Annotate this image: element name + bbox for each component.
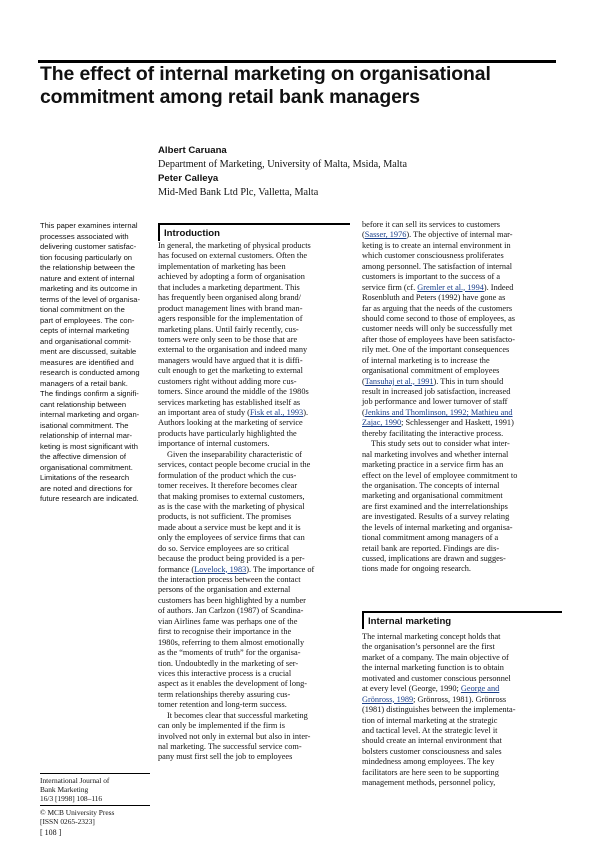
text-line: vices this interactive process is a crucial [158, 668, 292, 678]
text-line: nal marketing involves and whether internal [362, 449, 509, 459]
page-number: [ 108 ] [40, 828, 62, 837]
abstract-line: managers of a retail bank. [40, 378, 128, 388]
text-line: Grönross, 1989; Grönross, 1981). Grönross [362, 694, 507, 704]
text-line: Rosenbluth and Peters (1992) have gone as [362, 293, 506, 303]
text-line: vian Airlines fame was perhaps one of the [158, 616, 298, 626]
text-line: that includes a marketing department. This [158, 282, 300, 292]
abstract-line: terms of the level of organisa- [40, 294, 141, 304]
text-line: the interaction process between the contact [158, 575, 301, 584]
abstract [40, 221, 150, 505]
text-line: tions made for ongoing research. [362, 564, 471, 574]
citation-link[interactable]: Grönross, 1989 [362, 694, 414, 704]
text-line: cult enough to get the marketing to external [158, 366, 303, 376]
abstract-line: tion focusing particularly on [40, 252, 133, 262]
text-line: tion. Undoubtedly in the marketing of ser- [158, 658, 299, 668]
text-line: aspect as it enables the development of long- [158, 679, 308, 689]
abstract-line: processes associated with [40, 231, 129, 241]
abstract-line: This paper examines internal [40, 221, 138, 230]
text-line: marketing practice in a service firm has an [362, 460, 504, 470]
abstract-line: internal marketing and organ- [40, 410, 140, 419]
abstract-line: part of employees. The con- [40, 315, 135, 325]
text-line: market of a company. The main objective of [362, 652, 509, 662]
text-line: (1981) distinguishes between the implementa- [362, 705, 516, 715]
text-line: and tactical level. At the strategic level it [362, 725, 498, 735]
section-heading: Introduction [158, 223, 350, 241]
text-line: are first examined and the interrelationships [362, 501, 508, 511]
text-line: product management lines with brand man- [158, 303, 303, 313]
abstract-line: are noted and directions for [40, 483, 133, 493]
text-line: managers would have argued that it is diffi- [158, 355, 303, 365]
text-line: should create an internal environment that [362, 736, 502, 746]
text-line: formulation of the product which the cus- [158, 470, 297, 480]
abstract-line: keting is most significant with [40, 441, 138, 451]
text-line: rily met. One of the important consequences [362, 345, 510, 355]
journal-info [40, 773, 150, 826]
article-title: The effect of internal marketing on organisational commitment among retail bank managers [40, 63, 491, 108]
text-line: facilitators are here seen to be supporting [362, 767, 499, 777]
citation-link[interactable]: Jenkins and Thomlinson, 1992; Mathieu and [364, 407, 513, 417]
text-line: keting is to create an internal environment in [362, 240, 511, 250]
citation-link[interactable]: Gremler et al., 1994 [417, 282, 484, 292]
text-line: agers responsible for the implementation of [158, 314, 303, 324]
text-line: only the employees of service firms that can [158, 533, 305, 543]
text-line: tomer receives. It therefore becomes clear [158, 481, 298, 491]
text-line: (Tansuhaj et al., 1991). This in turn should [362, 376, 504, 386]
text-line: tomers were only seen to be those that are [158, 334, 298, 344]
text-line: tional commitment among managers of a [362, 533, 499, 543]
text-line: term relationships thereby assuring cus- [158, 689, 291, 699]
abstract-line: nature and extent of internal [40, 273, 135, 283]
citation-link[interactable]: George and [460, 684, 500, 694]
text-line: can only be implemented if the firm is [158, 721, 285, 731]
issn: [ISSN 0265-2323] [40, 817, 95, 826]
text-line: nal marketing. The successful service com- [158, 742, 302, 751]
journal-name: International Journal of [40, 776, 110, 785]
text-line: of internal marketing is to increase the [362, 355, 490, 365]
text-line: among personnel. The satisfaction of internal [362, 261, 513, 271]
text-line: customer needs will only be successfully met [362, 324, 513, 334]
text-line: customers has been highlighted by a number [158, 595, 306, 605]
abstract-line: organisational commitment. [40, 462, 133, 472]
text-line: job performance and lower turnover of staff [362, 397, 508, 407]
text-line: retail bank are reported. Findings are dis- [362, 543, 500, 553]
abstract-line: relationship of internal mar- [40, 431, 133, 440]
text-line: result in increased job satisfaction, increased [362, 387, 511, 396]
text-line: management methods, personnel policy, [362, 778, 496, 788]
author-block [158, 144, 558, 200]
text-line: has focused on external customers. Often the [158, 251, 308, 261]
text-line: bolsters customer consciousness and sales [362, 746, 502, 756]
abstract-line: ment are discussed, suitable [40, 347, 137, 356]
text-line: (Jenkins and Thomlinson, 1992; Mathieu and [362, 407, 513, 417]
text-line: that making promises to external customers, [158, 491, 305, 501]
abstract-line: tional commitment on the [40, 305, 125, 314]
citation-link[interactable]: Sasser, 1976 [364, 230, 407, 240]
text-line: Authors looking at the marketing of service [158, 418, 303, 428]
journal-volume: 16/3 [1998] 108–116 [40, 794, 103, 803]
author-affiliation: Mid-Med Bank Ltd Plc, Valletta, Malta [158, 187, 319, 198]
abstract-line: Limitations of the research [40, 473, 130, 482]
text-line: It becomes clear that successful marketing [167, 710, 308, 720]
text-line: This study sets out to consider what inter- [371, 439, 510, 449]
abstract-line: marketing and its outcome in [40, 284, 138, 293]
text-line: as is the case with the marketing of physical [158, 501, 305, 511]
abstract-line: and organisational commit- [40, 336, 132, 346]
text-line: are investigated. Results of a survey relating [362, 512, 510, 522]
text-line: (Sasser, 1976). The objective of internal mar- [362, 230, 513, 240]
text-line: tomer retention and long-term success. [158, 700, 287, 710]
text-line: before it can sell its services to customers [362, 220, 501, 229]
text-line: thereby facilitating the interactive process. [362, 428, 504, 438]
text-line: has frequently been organised along brand/ [158, 293, 301, 303]
text-line: of authors. Jan Carlzon (1987) of Scandina- [158, 606, 304, 616]
text-line: do so. Service employees are so critical [158, 543, 290, 553]
author-name: Albert Caruana [158, 145, 227, 156]
text-line: pany must first sell the job to employees [158, 752, 293, 762]
citation-link[interactable]: Tansuhaj et al., 1991 [364, 376, 434, 386]
text-line: external to the organisation and indeed many [158, 345, 308, 355]
text-line: Zajac, 1990; Schlessenger and Haskett, 1991) [362, 418, 514, 428]
abstract-line: future research are indicated. [40, 494, 139, 503]
abstract-line: cepts of internal marketing [40, 326, 130, 335]
section-heading: Internal marketing [362, 611, 562, 629]
abstract-line: the affective dimension of [40, 452, 126, 461]
abstract-line: research is conducted among [40, 368, 140, 377]
citation-link[interactable]: Lovelock, 1983 [194, 564, 247, 574]
abstract-line: delivering customer satisfac- [40, 242, 137, 251]
text-line: formance (Lovelock, 1983). The importance of [158, 564, 315, 574]
author-affiliation: Department of Marketing, University of Malta, Msida, Malta [158, 159, 407, 170]
abstract-line: measures are identified and [40, 357, 134, 367]
text-line: 1980s, referring to them almost emotionally [158, 637, 305, 647]
text-line: as the “moments of truth” for the organisa- [158, 648, 301, 658]
text-line: service firm (cf. Gremler et al., 1994). Indeed [362, 282, 514, 292]
text-line: because the product being provided is a per- [158, 554, 305, 564]
text-line: mindedness among employees. The key [362, 757, 495, 767]
text-line: the internal marketing function is to obtain [362, 663, 504, 673]
abstract-line: isational commitment. The [40, 420, 129, 430]
text-line: products, is not sufficient. The promises [158, 512, 292, 522]
text-line: tomers. Since around the middle of the 1980s [158, 387, 309, 397]
text-line: an important area of study (Fisk et al., 1993). [158, 408, 309, 417]
text-line: far as arguing that the needs of the customers [362, 303, 513, 313]
text-line: the organisation. The concepts of internal [362, 480, 500, 490]
text-line: after those of employees have been satisfacto- [362, 334, 515, 344]
citation-link[interactable]: Zajac, 1990 [362, 418, 402, 428]
text-line: marketing and organisational commitment [362, 491, 503, 501]
body-column-1 [158, 241, 346, 763]
text-line: In general, the marketing of physical products [158, 241, 311, 250]
text-line: cussed, implications are drawn and sugges- [362, 554, 506, 563]
text-line: effect on the level of employee commitment to [362, 470, 518, 480]
body-column-2 [362, 220, 558, 575]
publisher: © MCB University Press [40, 808, 115, 817]
text-line: motivated and customer conscious personnel [362, 673, 511, 683]
text-line: Given the inseparability characteristic of [167, 449, 302, 459]
text-line: implementation of marketing has been [158, 261, 286, 271]
journal-name: Bank Marketing [40, 785, 89, 794]
text-line: customers is important to the success of a [362, 272, 501, 282]
text-line: made about a service must be kept and it is [158, 522, 301, 532]
text-line: involved not only in external but also in inter- [158, 731, 311, 741]
text-line: should come second to those of employees, as [362, 313, 515, 323]
abstract-line: cant relationship between [40, 399, 127, 409]
text-line: The internal marketing concept holds that [362, 632, 501, 641]
body-column-2-section [362, 632, 558, 789]
author-name: Peter Calleya [158, 173, 219, 184]
text-line: products have particularly highlighted the [158, 428, 297, 438]
text-line: persons of the organisation and external [158, 585, 291, 595]
text-line: achieved by adopting a form of organisation [158, 272, 305, 282]
text-line: the levels of internal marketing and organisa- [362, 522, 513, 532]
text-line: at every level (George, 1990; George and [362, 684, 500, 694]
citation-link[interactable]: Fisk et al., 1993 [249, 408, 304, 417]
text-line: first to recognise their importance in the [158, 627, 292, 637]
text-line: tion of internal marketing at the strategic [362, 715, 498, 725]
text-line: the organisation’s personnel are the first [362, 642, 495, 652]
text-line: importance of internal customers. [158, 439, 270, 449]
text-line: marketing plans. Until fairly recently, cus- [158, 324, 299, 334]
text-line: services, contact people become crucial in the [158, 460, 311, 470]
abstract-line: the relationship between the [40, 263, 135, 272]
abstract-line: The findings confirm a signifi- [40, 389, 139, 398]
text-line: services marketing has established itself as [158, 397, 301, 407]
text-line: which customer consciousness proliferates [362, 251, 504, 261]
text-line: customers right without adding more cus- [158, 376, 297, 386]
text-line: organisational commitment of employees [362, 366, 500, 376]
